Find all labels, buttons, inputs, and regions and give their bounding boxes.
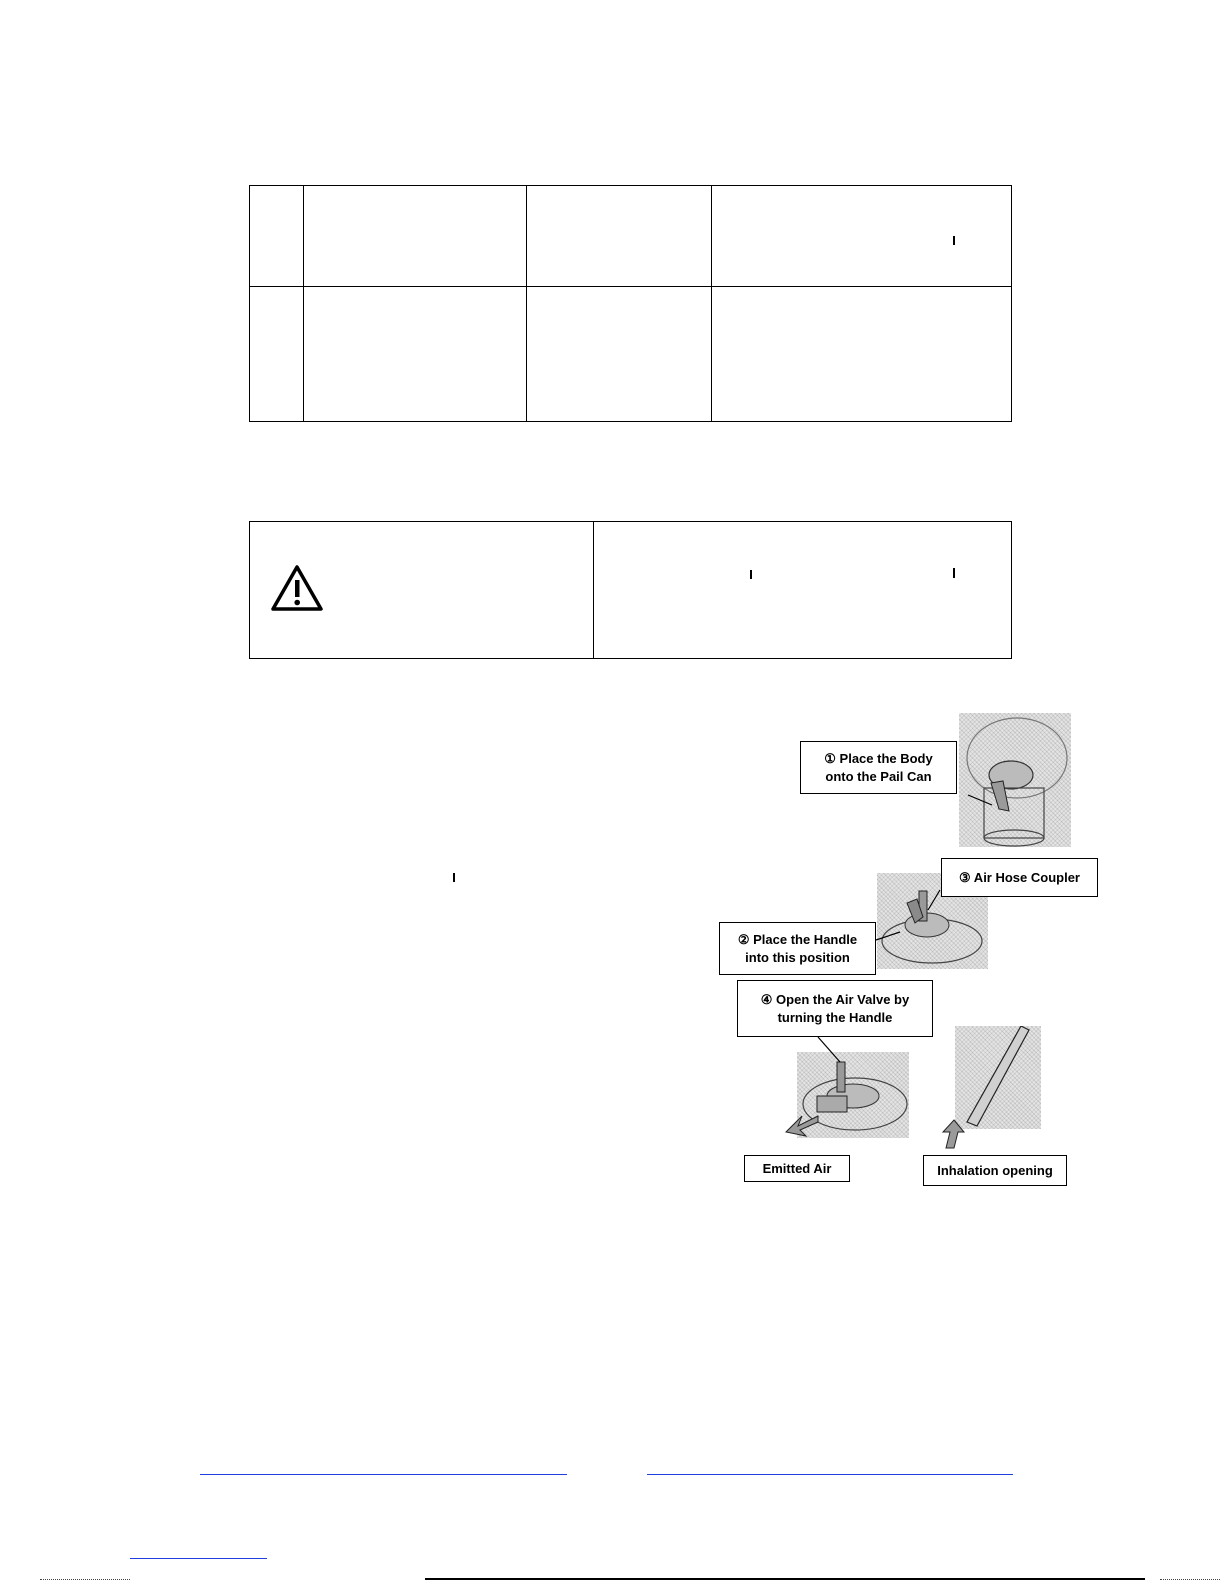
table-row-divider (250, 286, 1011, 287)
callout-open-air-valve: ④ Open the Air Valve by turning the Handle (737, 980, 933, 1037)
callout-emitted-air: Emitted Air (744, 1155, 850, 1182)
warning-box (249, 521, 1012, 659)
table-column-divider (711, 186, 712, 421)
callout-inhalation-opening: Inhalation opening (923, 1155, 1067, 1186)
callout-place-body: ① Place the Body onto the Pail Can (800, 741, 957, 794)
footer-rule-left (200, 1474, 567, 1475)
table-column-divider (526, 186, 527, 421)
footer-rule-right (647, 1474, 1013, 1475)
warning-box-divider (593, 522, 594, 658)
warning-triangle-icon (270, 564, 324, 612)
text-mark (453, 873, 455, 882)
box-mark (953, 568, 955, 578)
box-mark (750, 570, 752, 579)
callout-air-hose-coupler: ③ Air Hose Coupler (941, 858, 1098, 897)
table-column-divider (303, 186, 304, 421)
bottom-crop-edge (0, 1578, 1225, 1582)
footer-link-rule (130, 1558, 267, 1559)
table-mark (953, 236, 955, 245)
callout-place-handle: ② Place the Handle into this position (719, 922, 876, 975)
specification-table (249, 185, 1012, 422)
